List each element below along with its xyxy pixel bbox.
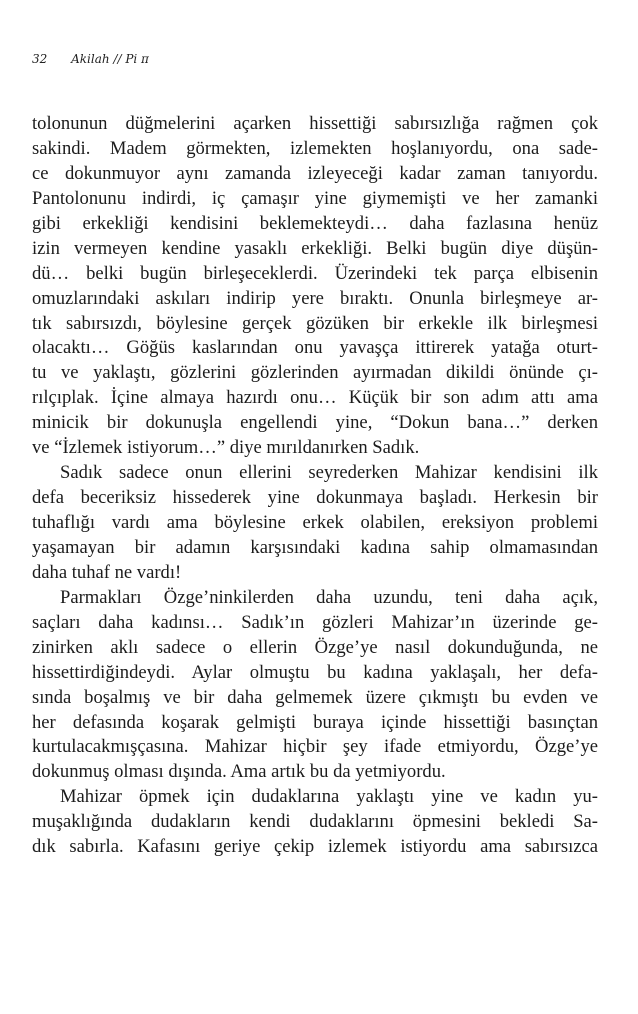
text-line: tuhaflığı vardı ama böylesine erkek olabilen, ereksiyon problemi [32,512,598,533]
text-line: kurtulacakmışçasına. Mahizar hiçbir şey ifade etmiyordu, Özge’ye [32,736,598,758]
text-line: tık sabırsızdı, böylesine gerçek gözüken bir erkekle ilk birleşmesi [32,312,598,334]
text-line: Parmakları Özge’ninkilerden daha uzundu, teni daha açık, [60,586,598,608]
text-line: zinirken aklı sadece o ellerin Özge’ye nasıl dokunduğunda, ne [32,636,598,658]
text-line: sakindi. Madem görmekten, izlemekten hoşlanıyordu, ona sade- [32,137,598,159]
text-line: ve “İzlemek istiyorum…” diye mırıldanırken Sadık. [32,437,420,459]
text-line: daha tuhaf ne vardı! [32,561,182,583]
text-line: defa beceriksiz hissederek yine dokunmaya başladı. Herkesin bir [32,487,598,509]
text-line: Sadık sadece onun ellerini seyrederken Mahizar kendisini ilk [60,462,598,484]
text-line: Pantolonunu indirdi, iç çamaşır yine giymemişti ve her zamanki [32,187,598,209]
paragraph [32,586,598,786]
text-line: olacaktı… Göğüs kaslarından onu yavaşça ittirerek yatağa oturt- [32,337,598,359]
text-line: sında boşalmış ve bir daha gelmemek üzere çıkmıştı bu evden ve [32,686,598,708]
paragraph [32,112,598,461]
text-line: izin vermeyen kendine yasaklı erkekliği. Belki bugün diye düşün- [32,237,598,259]
body-text [32,112,598,860]
page-number: 32 [32,52,48,66]
text-line: dık sabırla. Kafasını geriye çekip izlemek istiyordu ama sabırsızca [32,836,598,858]
text-line: dokunmuş olması dışında. Ama artık bu da yetmiyordu. [32,761,446,783]
text-line: hissettirdiğindeydi. Aylar olmuştu bu kadına yaklaşalı, her defa- [32,661,598,683]
text-line: ce dokunmuyor aynı zamanda izleyeceği kadar zaman tanıyordu. [32,162,598,184]
text-line: tolonunun düğmelerini açarken hissettiği sabırsızlığa rağmen çok [32,113,598,134]
text-line: Mahizar öpmek için dudaklarına yaklaştı yine ve kadın yu- [60,786,598,808]
text-line: dü… belki bugün birleşeceklerdi. Üzerindeki tek parça elbisenin [32,262,598,284]
running-title: Akilah // Pi π [71,52,149,66]
text-line: muşaklığında dudakların kendi dudaklarını öpmesini bekledi Sa- [32,811,598,833]
text-line: gibi erkekliği kendisini beklemekteydi… daha fazlasına henüz [32,212,598,234]
text-line: rılçıplak. İçine almaya hazırdı onu… Küçük bir son adım attı ama [32,387,598,409]
text-line: yaşamayan bir adamın karşısındaki kadına sahip olmamasından [32,536,598,558]
text-line: omuzlarındaki askıları indirip yere bıraktı. Onunla birleşmeye ar- [32,287,598,309]
text-line: minicik bir dokunuşla engellendi yine, “Dokun bana…” derken [32,412,598,434]
running-header [32,52,149,66]
text-line: her defasında koşarak gelmişti buraya içinde hissettiği basınçtan [32,711,598,733]
paragraph [32,461,598,586]
text-line: tu ve yaklaştı, gözlerini gözlerinden ayırmadan dikildi önünde çı- [32,362,598,384]
paragraph [32,785,598,860]
text-line: saçları daha kadınsı… Sadık’ın gözleri Mahizar’ın üzerinde ge- [32,611,598,633]
